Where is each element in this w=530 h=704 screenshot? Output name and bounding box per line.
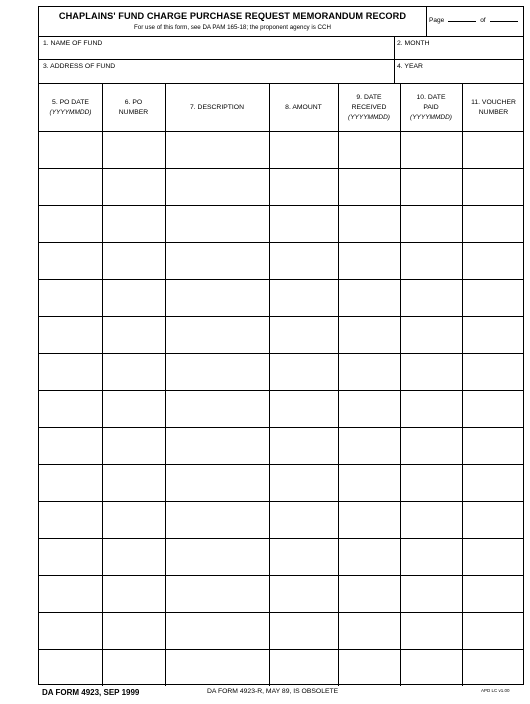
cell-date-paid[interactable] (401, 428, 461, 463)
cell-date-received[interactable] (339, 465, 399, 500)
cell-po-number[interactable] (103, 613, 164, 648)
page-number-field[interactable] (448, 21, 476, 22)
cell-po-date[interactable] (40, 317, 101, 352)
cell-po-number[interactable] (103, 391, 164, 426)
column-header-text: 10. DATE (416, 93, 446, 101)
column-header-text: RECEIVED (351, 103, 387, 111)
month-field[interactable] (396, 37, 522, 59)
cell-po-number[interactable] (103, 243, 164, 278)
cell-voucher-number[interactable] (463, 243, 524, 278)
cell-po-number[interactable] (103, 502, 164, 537)
address-of-fund-label: 3. ADDRESS OF FUND (43, 63, 116, 70)
cell-date-received[interactable] (339, 613, 399, 648)
cell-amount[interactable] (270, 354, 337, 389)
cell-date-paid[interactable] (401, 650, 461, 685)
cell-date-paid[interactable] (401, 132, 461, 167)
cell-date-received[interactable] (339, 354, 399, 389)
cell-date-received[interactable] (339, 243, 399, 278)
column-header-text: NUMBER (118, 108, 149, 116)
cell-date-paid[interactable] (401, 391, 461, 426)
column-header-text: 8. AMOUNT (285, 103, 322, 111)
form-subtitle: For use of this form, see DA PAM 165-18; the proponent agency is CCH (134, 24, 331, 31)
cell-voucher-number[interactable] (463, 169, 524, 204)
year-label: 4. YEAR (397, 63, 423, 70)
cell-voucher-number[interactable] (463, 132, 524, 167)
cell-date-paid[interactable] (401, 576, 461, 611)
cell-description[interactable] (166, 613, 268, 648)
version-label: APD LC v1.00 (481, 688, 510, 693)
column-header-voucher-number (462, 84, 525, 131)
cell-amount[interactable] (270, 280, 337, 315)
cell-description[interactable] (166, 465, 268, 500)
address-of-fund-field[interactable] (41, 60, 393, 82)
cell-date-paid[interactable] (401, 465, 461, 500)
cell-po-number[interactable] (103, 280, 164, 315)
cell-voucher-number[interactable] (463, 428, 524, 463)
cell-po-date[interactable] (40, 465, 101, 500)
cell-po-date[interactable] (40, 132, 101, 167)
cell-po-number[interactable] (103, 650, 164, 685)
cell-voucher-number[interactable] (463, 576, 524, 611)
cell-date-received[interactable] (339, 169, 399, 204)
cell-date-paid[interactable] (401, 613, 461, 648)
cell-description[interactable] (166, 539, 268, 574)
cell-description[interactable] (166, 317, 268, 352)
cell-po-date[interactable] (40, 206, 101, 241)
cell-date-paid[interactable] (401, 169, 461, 204)
cell-voucher-number[interactable] (463, 539, 524, 574)
cell-date-received[interactable] (339, 502, 399, 537)
year-field[interactable] (396, 60, 522, 82)
column-header-text: 6. PO (124, 98, 143, 106)
column-header-text: NUMBER (478, 108, 509, 116)
cell-voucher-number[interactable] (463, 354, 524, 389)
column-header-text: (YYYYMMDD) (410, 113, 452, 121)
cell-description[interactable] (166, 280, 268, 315)
cell-amount[interactable] (270, 465, 337, 500)
column-header-po-number (102, 84, 165, 131)
cell-description[interactable] (166, 243, 268, 278)
month-label: 2. MONTH (397, 40, 430, 47)
cell-amount[interactable] (270, 132, 337, 167)
form-number: DA FORM 4923, SEP 1999 (42, 688, 140, 697)
cell-description[interactable] (166, 576, 268, 611)
column-header-po-date (39, 84, 102, 131)
cell-amount[interactable] (270, 169, 337, 204)
cell-description[interactable] (166, 132, 268, 167)
cell-po-date[interactable] (40, 428, 101, 463)
column-header-text: 7. DESCRIPTION (189, 103, 244, 111)
cell-description[interactable] (166, 502, 268, 537)
column-header-amount (269, 84, 338, 131)
cell-amount[interactable] (270, 502, 337, 537)
column-header-text: 5. PO DATE (52, 98, 89, 106)
cell-description[interactable] (166, 650, 268, 685)
name-of-fund-field[interactable] (41, 37, 393, 59)
column-header-date-paid (400, 84, 462, 131)
column-header-text: (YYYYMMDD) (49, 108, 92, 116)
page-counter (429, 17, 522, 24)
cell-amount[interactable] (270, 613, 337, 648)
cell-po-number[interactable] (103, 317, 164, 352)
cell-po-number[interactable] (103, 206, 164, 241)
column-header-date-received (338, 84, 400, 131)
page-label: Page (429, 17, 445, 24)
form-frame (38, 6, 524, 685)
cell-po-date[interactable] (40, 243, 101, 278)
column-header-text: PAID (423, 103, 439, 111)
cell-date-received[interactable] (339, 280, 399, 315)
cell-po-number[interactable] (103, 132, 164, 167)
cell-description[interactable] (166, 391, 268, 426)
cell-amount[interactable] (270, 243, 337, 278)
cell-po-date[interactable] (40, 169, 101, 204)
cell-amount[interactable] (270, 206, 337, 241)
column-header-text: 11. VOUCHER (471, 98, 516, 106)
cell-po-number[interactable] (103, 169, 164, 204)
page-total-field[interactable] (490, 21, 518, 22)
cell-po-date[interactable] (40, 650, 101, 685)
cell-date-received[interactable] (339, 428, 399, 463)
cell-amount[interactable] (270, 650, 337, 685)
cell-date-paid[interactable] (401, 280, 461, 315)
cell-amount[interactable] (270, 428, 337, 463)
cell-po-date[interactable] (40, 576, 101, 611)
cell-voucher-number[interactable] (463, 502, 524, 537)
form-title: CHAPLAINS' FUND CHARGE PURCHASE REQUEST MEMORANDUM RECORD (58, 11, 407, 21)
cell-voucher-number[interactable] (463, 391, 524, 426)
cell-po-number[interactable] (103, 354, 164, 389)
cell-po-date[interactable] (40, 613, 101, 648)
cell-po-date[interactable] (40, 539, 101, 574)
page-box-divider (426, 7, 427, 36)
cell-voucher-number[interactable] (463, 465, 524, 500)
cell-po-date[interactable] (40, 280, 101, 315)
cell-po-number[interactable] (103, 465, 164, 500)
cell-date-paid[interactable] (401, 539, 461, 574)
cell-description[interactable] (166, 169, 268, 204)
cell-voucher-number[interactable] (463, 206, 524, 241)
cell-amount[interactable] (270, 576, 337, 611)
cell-amount[interactable] (270, 317, 337, 352)
name-of-fund-label: 1. NAME OF FUND (43, 40, 103, 47)
cell-date-received[interactable] (339, 576, 399, 611)
cell-date-received[interactable] (339, 132, 399, 167)
cell-description[interactable] (166, 354, 268, 389)
cell-voucher-number[interactable] (463, 317, 524, 352)
column-header-description (165, 84, 269, 131)
cell-date-received[interactable] (339, 650, 399, 685)
cell-date-paid[interactable] (401, 206, 461, 241)
cell-description[interactable] (166, 428, 268, 463)
cell-amount[interactable] (270, 391, 337, 426)
cell-po-number[interactable] (103, 576, 164, 611)
cell-po-date[interactable] (40, 502, 101, 537)
cell-date-paid[interactable] (401, 243, 461, 278)
cell-date-paid[interactable] (401, 354, 461, 389)
cell-voucher-number[interactable] (463, 280, 524, 315)
cell-date-received[interactable] (339, 206, 399, 241)
column-header-text: 9. DATE (356, 93, 382, 101)
cell-voucher-number[interactable] (463, 650, 524, 685)
cell-date-paid[interactable] (401, 317, 461, 352)
cell-date-paid[interactable] (401, 502, 461, 537)
cell-po-date[interactable] (40, 391, 101, 426)
cell-date-received[interactable] (339, 391, 399, 426)
cell-date-received[interactable] (339, 317, 399, 352)
cell-date-received[interactable] (339, 539, 399, 574)
cell-voucher-number[interactable] (463, 613, 524, 648)
column-header-text: (YYYYMMDD) (348, 113, 390, 121)
cell-amount[interactable] (270, 539, 337, 574)
cell-description[interactable] (166, 206, 268, 241)
cell-po-date[interactable] (40, 354, 101, 389)
obsolete-note: DA FORM 4923-R, MAY 89, IS OBSOLETE (207, 688, 339, 695)
of-label: of (480, 17, 486, 24)
cell-po-number[interactable] (103, 539, 164, 574)
cell-po-number[interactable] (103, 428, 164, 463)
